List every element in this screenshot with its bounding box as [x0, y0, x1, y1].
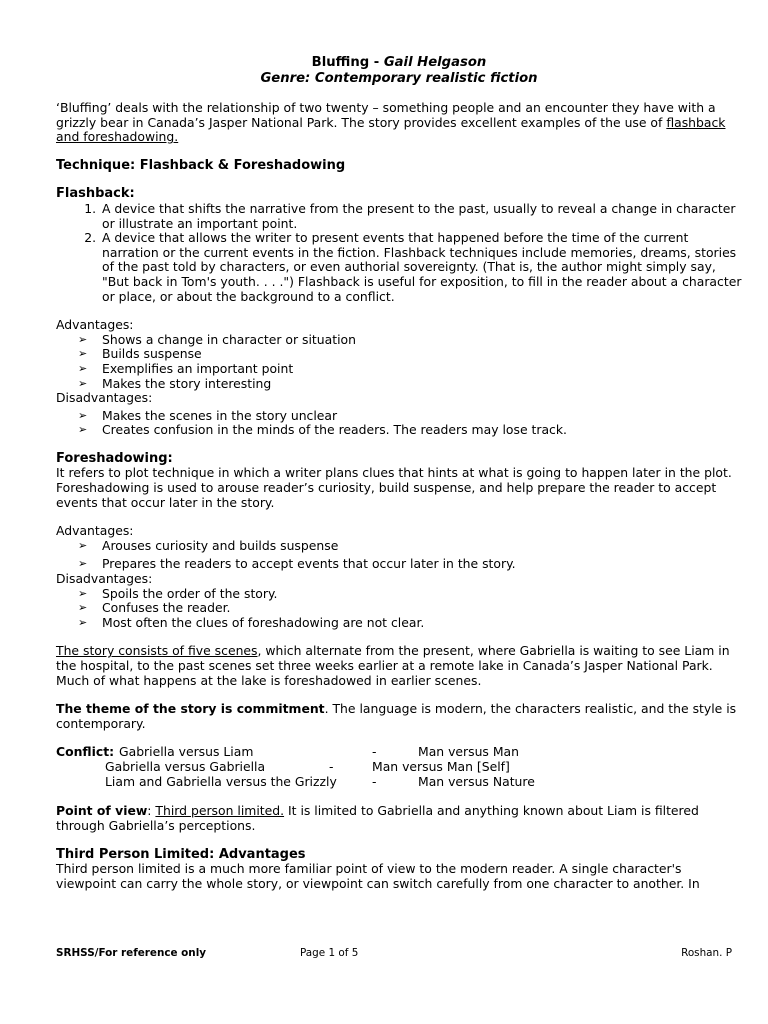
- document-header: [56, 55, 742, 87]
- third-person-heading: Third Person Limited: Advantages: [56, 846, 306, 862]
- arrow-bullet-icon: ➢: [78, 347, 88, 361]
- list-item: ➢ Prepares the readers to accept events that occur later in the story.: [78, 556, 516, 572]
- list-item: 1. A device that shifts the narrative from the present to the past, usually to reveal a change in character or illustrate an important point.: [100, 202, 742, 231]
- flashback-definitions: [56, 202, 742, 304]
- arrow-bullet-icon: ➢: [78, 586, 88, 600]
- footer-right: Roshan. P: [681, 947, 732, 959]
- list-item: ➢ Makes the scenes in the story unclear: [78, 407, 338, 423]
- foreshadowing-disadvantages-list: [56, 587, 742, 631]
- flashback-disadvantages-label: Disadvantages:: [56, 390, 153, 406]
- flashback-heading: Flashback:: [56, 186, 135, 202]
- page-number: Page 1 of 5: [300, 947, 359, 959]
- arrow-bullet-icon: ➢: [78, 423, 88, 437]
- list-item: 2. A device that allows the writer to present events that happened before the time of the current narration or the current events in the fiction. Flashback techniques include memories, dreams, stories of the past told by characters, or even authorial sovereignty. (That is, the author might simply say, "But back in Tom's youth. . . .") Flashback is useful for exposition, to fill in the reader about a character or place, or about the background to a conflict.: [100, 231, 742, 304]
- technique-heading: Technique: Flashback & Foreshadowing: [56, 157, 346, 173]
- list-item: ➢ Makes the story interesting: [78, 375, 272, 391]
- conflict-label: Conflict:: [56, 744, 115, 760]
- third-person-paragraph: Third person limited is a much more familiar point of view to the modern reader. A single character's viewpoint can carry the whole story, or viewpoint can switch carefully from one character to another. In: [56, 861, 700, 891]
- arrow-bullet-icon: ➢: [78, 408, 88, 422]
- scenes-paragraph: The story consists of five scenes, which alternate from the present, where Gabriella is waiting to see Liam in the hospital, to the past scenes set three weeks earlier at a remote lake in Canada’s Jasper National Park. Much of what happens at the lake is foreshadowed in earlier scenes.: [56, 643, 730, 688]
- list-item: ➢ Creates confusion in the minds of the readers. The readers may lose track.: [78, 422, 567, 438]
- foreshadowing-definition: It refers to plot technique in which a writer plans clues that hints at what is going to happen later in the plot. Foreshadowing is used to arouse reader’s curiosity, build suspense, and help prepare the reader to accept events that occur later in the story.: [56, 465, 732, 510]
- flashback-advantages-label: Advantages:: [56, 317, 134, 333]
- theme-paragraph: The theme of the story is commitment. The language is modern, the characters realistic, and the style is contemporary.: [56, 701, 737, 731]
- arrow-bullet-icon: ➢: [78, 376, 88, 390]
- arrow-bullet-icon: ➢: [78, 361, 88, 375]
- point-of-view-paragraph: Point of view: Third person limited. It is limited to Gabriella and anything known about Liam is filtered through Gabriella’s perceptions.: [56, 803, 699, 833]
- conflict-section: [56, 745, 742, 790]
- foreshadowing-heading: Foreshadowing:: [56, 450, 173, 466]
- foreshadowing-advantages-label: Advantages:: [56, 523, 134, 539]
- page-footer: [56, 946, 732, 960]
- arrow-bullet-icon: ➢: [78, 615, 88, 629]
- arrow-bullet-icon: ➢: [78, 557, 88, 571]
- conflict-row: Gabriella versus Gabriella - Man versus Man [Self]: [105, 759, 510, 775]
- intro-paragraph: ‘Bluffing’ deals with the relationship of two twenty – something people and an encounter they have with a grizzly bear in Canada’s Jasper National Park. The story provides excellent examples of the use of flashback and foreshadowing.: [56, 100, 726, 145]
- flashback-advantages-list: [56, 333, 742, 391]
- list-item: ➢ Shows a change in character or situation: [78, 331, 356, 347]
- author-name: Gail Helgason: [383, 55, 487, 70]
- flashback-disadvantages-list: [56, 409, 742, 438]
- list-item: ➢ Spoils the order of the story.: [78, 585, 278, 601]
- list-item: ➢ Arouses curiosity and builds suspense: [78, 537, 339, 553]
- list-item: ➢ Most often the clues of foreshadowing are not clear.: [78, 614, 425, 630]
- genre-line: Genre: Contemporary realistic fiction: [260, 71, 538, 86]
- conflict-row: Conflict: Gabriella versus Liam - Man versus Man: [56, 744, 519, 760]
- arrow-bullet-icon: ➢: [78, 332, 88, 346]
- document-page: [56, 55, 742, 891]
- list-item: ➢ Exemplifies an important point: [78, 360, 294, 376]
- foreshadowing-disadvantages-label: Disadvantages:: [56, 571, 153, 587]
- arrow-bullet-icon: ➢: [78, 601, 88, 615]
- list-item: ➢ Confuses the reader.: [78, 600, 231, 616]
- list-item: ➢ Builds suspense: [78, 346, 202, 362]
- foreshadowing-advantages-list: [56, 539, 742, 572]
- document-title: Bluffing - Gail Helgason: [311, 55, 487, 70]
- arrow-bullet-icon: ➢: [78, 538, 88, 552]
- footer-left: SRHSS/For reference only: [56, 947, 207, 959]
- conflict-row: Liam and Gabriella versus the Grizzly - Man versus Nature: [105, 774, 535, 790]
